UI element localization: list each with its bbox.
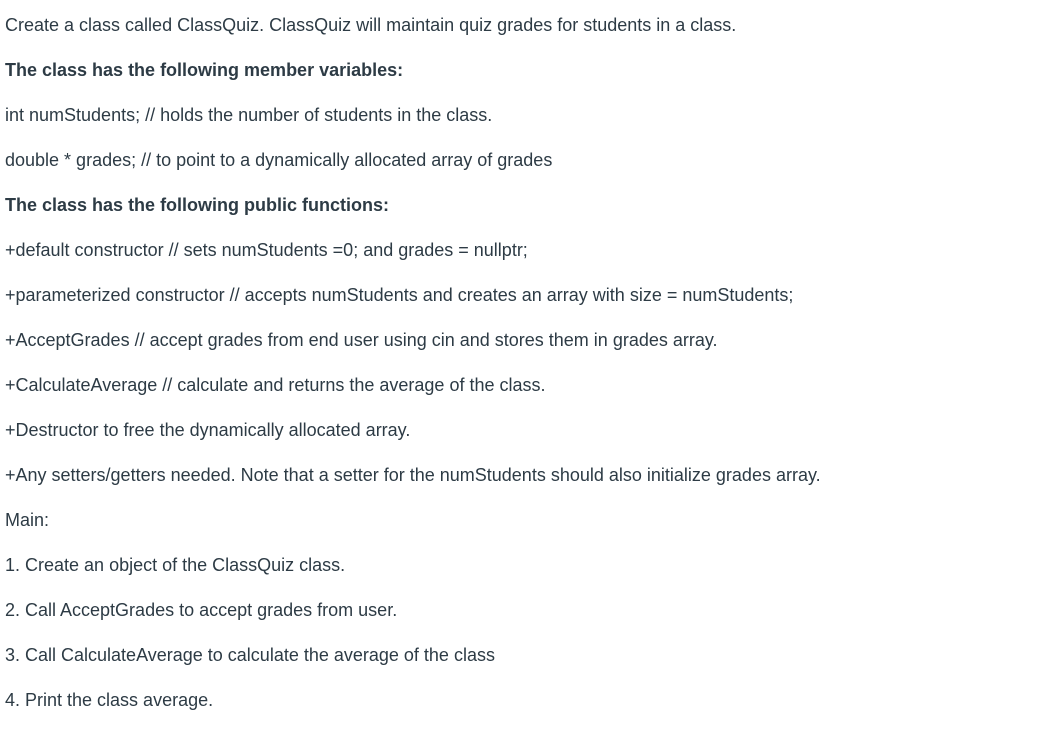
function-parameterized-constructor: +parameterized constructor // accepts numStudents and creates an array with size = numStudents; bbox=[5, 285, 794, 305]
main-heading: Main: bbox=[5, 510, 50, 530]
function-default-constructor: +default constructor // sets numStudents =0; and grades = nullptr; bbox=[5, 240, 528, 260]
public-functions-heading: The class has the following public functions: bbox=[5, 195, 390, 215]
member-variable-grades: double * grades; // to point to a dynamically allocated array of grades bbox=[5, 150, 553, 170]
function-accept-grades: +AcceptGrades // accept grades from end user using cin and stores them in grades array. bbox=[5, 330, 718, 350]
member-variable-num-students: int numStudents; // holds the number of students in the class. bbox=[5, 105, 493, 125]
intro-paragraph: Create a class called ClassQuiz. ClassQuiz will maintain quiz grades for students in a class. bbox=[5, 15, 737, 35]
main-step-4: 4. Print the class average. bbox=[5, 690, 214, 710]
function-destructor: +Destructor to free the dynamically allocated array. bbox=[5, 420, 411, 440]
function-calculate-average: +CalculateAverage // calculate and returns the average of the class. bbox=[5, 375, 546, 395]
member-variables-heading: The class has the following member variables: bbox=[5, 60, 404, 80]
main-step-3: 3. Call CalculateAverage to calculate the average of the class bbox=[5, 645, 495, 665]
main-step-2: 2. Call AcceptGrades to accept grades from user. bbox=[5, 600, 398, 620]
function-setters-getters: +Any setters/getters needed. Note that a setter for the numStudents should also initialize grades array. bbox=[5, 465, 821, 485]
main-step-1: 1. Create an object of the ClassQuiz class. bbox=[5, 555, 346, 575]
